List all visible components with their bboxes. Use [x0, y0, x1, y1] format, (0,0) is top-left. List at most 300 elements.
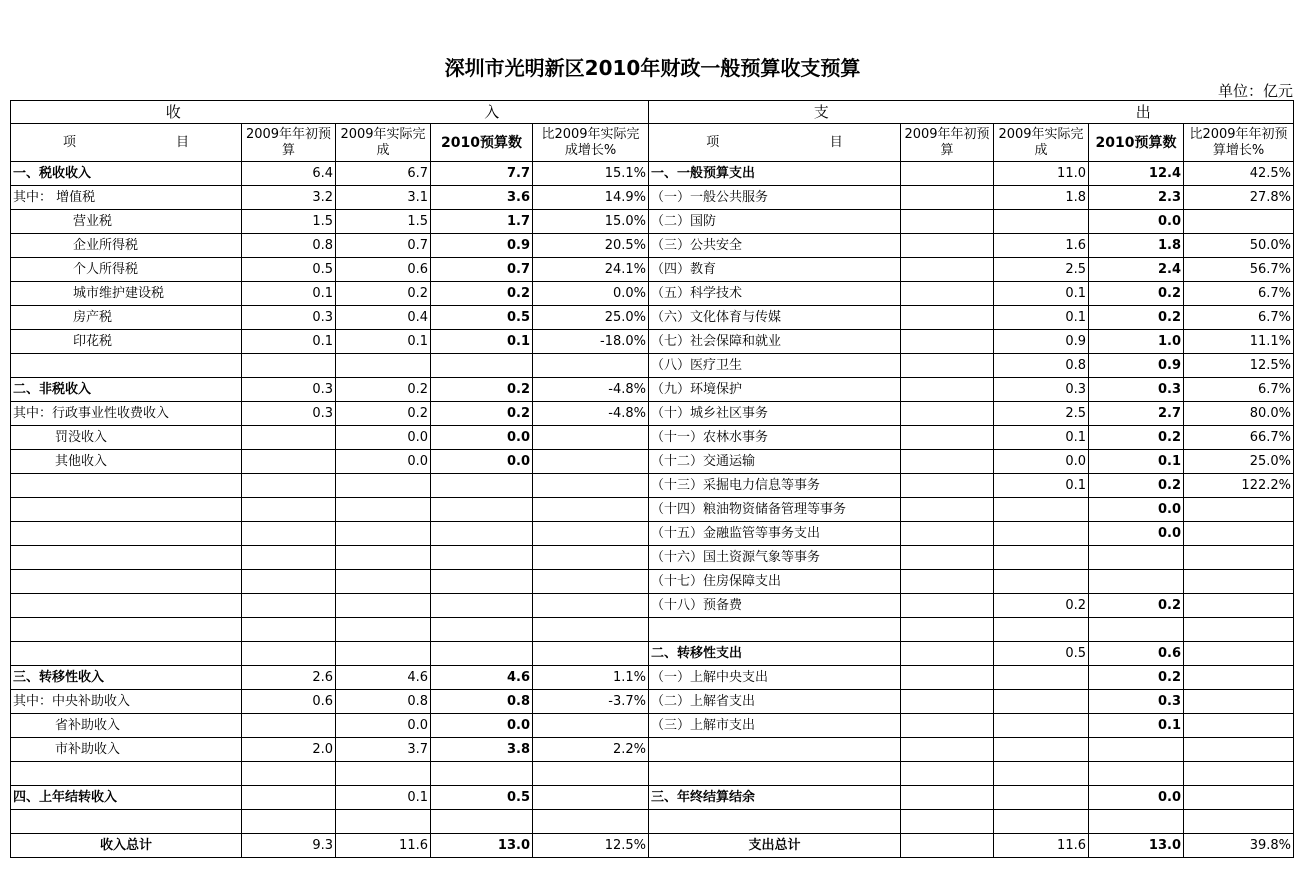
income-actual-cell — [336, 594, 431, 618]
expense-item-cell: （十八）预备费 — [649, 594, 901, 618]
header-item-1: 项 — [62, 134, 76, 150]
income-budget-cell: 7.7 — [431, 162, 533, 186]
income-budget-cell: 0.1 — [431, 330, 533, 354]
expense-budget-cell: 0.3 — [1089, 378, 1184, 402]
income-item-cell: 其他收入 — [11, 450, 242, 474]
income-actual-cell: 0.2 — [336, 282, 431, 306]
expense-growth-cell: 66.7% — [1184, 426, 1294, 450]
income-actual-cell — [336, 762, 431, 786]
income-budget-cell: 0.5 — [431, 786, 533, 810]
income-actual-cell: 3.1 — [336, 186, 431, 210]
income-growth-cell — [533, 594, 649, 618]
income-actual-cell: 0.6 — [336, 258, 431, 282]
income-actual-cell: 0.1 — [336, 330, 431, 354]
expense-budget-cell: 0.0 — [1089, 498, 1184, 522]
header-income-item — [11, 124, 242, 162]
income-budget-cell — [431, 474, 533, 498]
expense-init-cell — [901, 810, 994, 834]
table-row — [11, 522, 1294, 546]
expense-actual-cell — [994, 762, 1089, 786]
table-row — [11, 210, 1294, 234]
expense-growth-cell — [1184, 618, 1294, 642]
income-growth-cell: 15.1% — [533, 162, 649, 186]
income-item-cell — [11, 498, 242, 522]
expense-init-cell — [901, 594, 994, 618]
income-growth-cell — [533, 450, 649, 474]
income-growth-total: 12.5% — [533, 834, 649, 858]
expense-growth-cell: 56.7% — [1184, 258, 1294, 282]
table-row — [11, 786, 1294, 810]
expense-budget-cell: 0.2 — [1089, 282, 1184, 306]
income-budget-cell — [431, 546, 533, 570]
income-budget-cell — [431, 498, 533, 522]
expense-growth-cell — [1184, 666, 1294, 690]
expense-init-cell — [901, 378, 994, 402]
expense-init-cell — [901, 570, 994, 594]
income-actual-cell — [336, 474, 431, 498]
expense-actual-cell — [994, 498, 1089, 522]
expense-init-cell — [901, 498, 994, 522]
expense-actual-cell: 0.9 — [994, 330, 1089, 354]
income-growth-cell: 14.9% — [533, 186, 649, 210]
income-item-total: 收入总计 — [11, 834, 242, 858]
income-growth-cell: 25.0% — [533, 306, 649, 330]
header-item-1-expense: 项 — [706, 134, 720, 150]
expense-actual-cell: 0.2 — [994, 594, 1089, 618]
expense-growth-cell: 6.7% — [1184, 378, 1294, 402]
income-item-cell: 四、上年结转收入 — [11, 786, 242, 810]
expense-actual-cell: 0.1 — [994, 306, 1089, 330]
budget-table — [10, 100, 1294, 858]
expense-item-cell: （十二）交通运输 — [649, 450, 901, 474]
expense-budget-cell: 0.3 — [1089, 690, 1184, 714]
expense-budget-cell: 0.0 — [1089, 786, 1184, 810]
income-growth-cell — [533, 498, 649, 522]
income-actual-cell — [336, 618, 431, 642]
income-item-cell — [11, 594, 242, 618]
expense-actual-cell — [994, 210, 1089, 234]
expense-budget-cell: 1.8 — [1089, 234, 1184, 258]
expense-actual-cell — [994, 618, 1089, 642]
expense-item-cell: （七）社会保障和就业 — [649, 330, 901, 354]
header-income-budget: 2010预算数 — [431, 124, 533, 162]
income-growth-cell: -18.0% — [533, 330, 649, 354]
expense-init-cell — [901, 186, 994, 210]
income-actual-cell: 0.1 — [336, 786, 431, 810]
expense-growth-cell — [1184, 546, 1294, 570]
income-actual-cell: 0.0 — [336, 450, 431, 474]
table-row — [11, 666, 1294, 690]
expense-init-cell — [901, 402, 994, 426]
expense-actual-cell: 0.0 — [994, 450, 1089, 474]
expense-budget-cell: 0.0 — [1089, 522, 1184, 546]
expense-init-cell — [901, 642, 994, 666]
expense-growth-total: 39.8% — [1184, 834, 1294, 858]
income-budget-cell: 0.8 — [431, 690, 533, 714]
income-budget-cell: 0.2 — [431, 378, 533, 402]
income-budget-cell: 0.0 — [431, 426, 533, 450]
expense-actual-cell — [994, 546, 1089, 570]
expense-growth-cell — [1184, 210, 1294, 234]
expense-init-cell — [901, 738, 994, 762]
table-row — [11, 594, 1294, 618]
income-init-cell: 6.4 — [242, 162, 336, 186]
income-init-cell — [242, 618, 336, 642]
header-item-2-expense: 目 — [829, 134, 843, 150]
header-expense-init: 2009年年初预算 — [901, 124, 994, 162]
income-item-cell: 企业所得税 — [11, 234, 242, 258]
income-growth-cell — [533, 354, 649, 378]
expense-actual-cell — [994, 690, 1089, 714]
expense-growth-cell: 6.7% — [1184, 306, 1294, 330]
header-expense-item — [649, 124, 901, 162]
table-row — [11, 546, 1294, 570]
income-item-cell: 二、非税收入 — [11, 378, 242, 402]
expense-init-cell — [901, 786, 994, 810]
expense-init-cell — [901, 258, 994, 282]
income-init-cell — [242, 522, 336, 546]
table-row — [11, 162, 1294, 186]
expense-budget-cell: 12.4 — [1089, 162, 1184, 186]
expense-growth-cell — [1184, 690, 1294, 714]
expense-growth-cell — [1184, 762, 1294, 786]
header-row-2 — [11, 124, 1294, 162]
income-actual-cell: 6.7 — [336, 162, 431, 186]
expense-growth-cell: 80.0% — [1184, 402, 1294, 426]
income-init-cell — [242, 594, 336, 618]
income-item-cell — [11, 570, 242, 594]
income-item-cell — [11, 642, 242, 666]
expense-growth-cell — [1184, 522, 1294, 546]
expense-init-cell — [901, 330, 994, 354]
income-init-cell — [242, 426, 336, 450]
expense-init-cell — [901, 522, 994, 546]
expense-actual-cell — [994, 786, 1089, 810]
expense-actual-cell: 0.5 — [994, 642, 1089, 666]
expense-init-cell — [901, 474, 994, 498]
expense-growth-cell — [1184, 810, 1294, 834]
expense-actual-cell — [994, 810, 1089, 834]
income-actual-cell — [336, 546, 431, 570]
income-budget-cell — [431, 522, 533, 546]
expense-budget-cell — [1089, 546, 1184, 570]
income-init-cell: 0.3 — [242, 402, 336, 426]
expense-init-cell — [901, 162, 994, 186]
income-init-cell — [242, 498, 336, 522]
expense-actual-cell — [994, 738, 1089, 762]
expense-growth-cell: 11.1% — [1184, 330, 1294, 354]
income-budget-cell: 4.6 — [431, 666, 533, 690]
expense-init-cell — [901, 306, 994, 330]
income-growth-cell: 15.0% — [533, 210, 649, 234]
expense-budget-cell: 0.2 — [1089, 666, 1184, 690]
income-growth-cell — [533, 546, 649, 570]
income-actual-cell — [336, 498, 431, 522]
expense-budget-cell — [1089, 618, 1184, 642]
income-item-cell: 市补助收入 — [11, 738, 242, 762]
expense-init-cell — [901, 426, 994, 450]
income-init-cell — [242, 714, 336, 738]
expense-budget-cell — [1089, 762, 1184, 786]
expense-item-cell: （二）上解省支出 — [649, 690, 901, 714]
expense-budget-cell: 0.9 — [1089, 354, 1184, 378]
table-row — [11, 570, 1294, 594]
table-row — [11, 762, 1294, 786]
expense-item-cell: （二）国防 — [649, 210, 901, 234]
income-item-cell — [11, 354, 242, 378]
expense-init-cell — [901, 714, 994, 738]
table-row — [11, 714, 1294, 738]
expense-actual-cell: 0.8 — [994, 354, 1089, 378]
income-init-cell: 0.1 — [242, 330, 336, 354]
income-growth-cell — [533, 474, 649, 498]
table-row — [11, 282, 1294, 306]
expense-budget-cell: 0.6 — [1089, 642, 1184, 666]
expense-growth-cell: 12.5% — [1184, 354, 1294, 378]
expense-budget-cell: 0.1 — [1089, 450, 1184, 474]
income-item-cell — [11, 762, 242, 786]
expense-item-cell: （三）公共安全 — [649, 234, 901, 258]
expense-actual-cell: 0.1 — [994, 474, 1089, 498]
expense-growth-cell — [1184, 642, 1294, 666]
expense-item-cell: （十七）住房保障支出 — [649, 570, 901, 594]
income-init-cell — [242, 810, 336, 834]
expense-growth-cell — [1184, 498, 1294, 522]
expense-item-cell: 一、一般预算支出 — [649, 162, 901, 186]
expense-actual-cell — [994, 666, 1089, 690]
header-expense-budget: 2010预算数 — [1089, 124, 1184, 162]
income-budget-cell — [431, 570, 533, 594]
income-actual-cell: 0.0 — [336, 426, 431, 450]
income-budget-cell — [431, 354, 533, 378]
income-budget-cell: 0.2 — [431, 282, 533, 306]
expense-init-cell — [901, 690, 994, 714]
expense-budget-cell: 2.4 — [1089, 258, 1184, 282]
income-actual-cell: 0.2 — [336, 402, 431, 426]
income-actual-cell: 0.8 — [336, 690, 431, 714]
income-item-cell: 罚没收入 — [11, 426, 242, 450]
income-item-cell: 个人所得税 — [11, 258, 242, 282]
table-row — [11, 330, 1294, 354]
expense-item-cell: 三、年终结算结余 — [649, 786, 901, 810]
expense-item-cell: （五）科学技术 — [649, 282, 901, 306]
income-init-cell — [242, 786, 336, 810]
header-item-2: 目 — [175, 134, 189, 150]
expense-actual-cell: 2.5 — [994, 258, 1089, 282]
income-item-cell: 其中：中央补助收入 — [11, 690, 242, 714]
income-actual-cell: 0.7 — [336, 234, 431, 258]
income-budget-cell — [431, 642, 533, 666]
income-item-cell: 三、转移性收入 — [11, 666, 242, 690]
expense-budget-cell: 0.2 — [1089, 474, 1184, 498]
income-item-cell: 一、税收收入 — [11, 162, 242, 186]
unit-label: 单位：亿元 — [1217, 82, 1293, 100]
table-row — [11, 810, 1294, 834]
expense-growth-cell — [1184, 570, 1294, 594]
expense-item-cell: （四）教育 — [649, 258, 901, 282]
income-actual-cell — [336, 570, 431, 594]
expense-actual-cell: 1.8 — [994, 186, 1089, 210]
income-init-cell: 0.3 — [242, 378, 336, 402]
income-actual-cell — [336, 354, 431, 378]
expense-item-cell — [649, 618, 901, 642]
income-budget-cell: 3.6 — [431, 186, 533, 210]
expense-item-cell: （十四）粮油物资储备管理等事务 — [649, 498, 901, 522]
income-growth-cell: -3.7% — [533, 690, 649, 714]
expense-item-cell — [649, 810, 901, 834]
expense-budget-cell: 0.2 — [1089, 306, 1184, 330]
income-budget-cell: 3.8 — [431, 738, 533, 762]
expense-budget-cell: 0.2 — [1089, 426, 1184, 450]
expense-item-cell: （三）上解市支出 — [649, 714, 901, 738]
totals-row — [11, 834, 1294, 858]
income-actual-cell — [336, 642, 431, 666]
income-item-cell — [11, 810, 242, 834]
expense-item-cell: （十六）国土资源气象等事务 — [649, 546, 901, 570]
income-actual-cell: 1.5 — [336, 210, 431, 234]
expense-actual-cell — [994, 522, 1089, 546]
income-growth-cell — [533, 426, 649, 450]
income-budget-cell: 0.2 — [431, 402, 533, 426]
expense-budget-cell: 0.0 — [1089, 210, 1184, 234]
table-row — [11, 450, 1294, 474]
table-row — [11, 306, 1294, 330]
income-growth-cell — [533, 642, 649, 666]
income-growth-cell: -4.8% — [533, 378, 649, 402]
income-item-cell: 城市维护建设税 — [11, 282, 242, 306]
income-growth-cell — [533, 570, 649, 594]
income-item-cell — [11, 474, 242, 498]
expense-growth-cell — [1184, 786, 1294, 810]
income-growth-cell: 1.1% — [533, 666, 649, 690]
income-budget-cell: 1.7 — [431, 210, 533, 234]
income-item-cell — [11, 546, 242, 570]
expense-budget-cell: 0.1 — [1089, 714, 1184, 738]
expense-init-cell — [901, 450, 994, 474]
expense-item-cell: 二、转移性支出 — [649, 642, 901, 666]
expense-growth-cell — [1184, 594, 1294, 618]
expense-budget-cell: 2.7 — [1089, 402, 1184, 426]
income-init-cell — [242, 762, 336, 786]
expense-actual-cell: 0.3 — [994, 378, 1089, 402]
income-item-cell — [11, 618, 242, 642]
expense-actual-total: 11.6 — [994, 834, 1089, 858]
expense-actual-cell: 1.6 — [994, 234, 1089, 258]
income-init-total: 9.3 — [242, 834, 336, 858]
income-budget-cell — [431, 762, 533, 786]
table-row — [11, 378, 1294, 402]
income-actual-total: 11.6 — [336, 834, 431, 858]
income-budget-cell — [431, 618, 533, 642]
expense-actual-cell: 11.0 — [994, 162, 1089, 186]
income-item-cell — [11, 522, 242, 546]
expense-init-cell — [901, 234, 994, 258]
income-item-cell: 印花税 — [11, 330, 242, 354]
expense-actual-cell: 0.1 — [994, 426, 1089, 450]
expense-init-cell — [901, 354, 994, 378]
expense-item-cell: （九）环境保护 — [649, 378, 901, 402]
table-row — [11, 258, 1294, 282]
income-growth-cell — [533, 810, 649, 834]
income-init-cell: 2.6 — [242, 666, 336, 690]
income-budget-cell — [431, 594, 533, 618]
income-budget-cell: 0.5 — [431, 306, 533, 330]
expense-item-cell: （一）一般公共服务 — [649, 186, 901, 210]
income-actual-cell: 0.4 — [336, 306, 431, 330]
income-budget-cell — [431, 810, 533, 834]
income-item-cell: 其中：行政事业性收费收入 — [11, 402, 242, 426]
budget-table-body — [11, 101, 1294, 858]
income-growth-cell: 0.0% — [533, 282, 649, 306]
income-growth-cell — [533, 786, 649, 810]
header-income-actual: 2009年实际完成 — [336, 124, 431, 162]
income-growth-cell — [533, 618, 649, 642]
income-growth-cell: 2.2% — [533, 738, 649, 762]
expense-budget-cell — [1089, 810, 1184, 834]
income-budget-cell: 0.7 — [431, 258, 533, 282]
expense-budget-total: 13.0 — [1089, 834, 1184, 858]
income-actual-cell: 3.7 — [336, 738, 431, 762]
income-init-cell: 3.2 — [242, 186, 336, 210]
header-expense-2: 出 — [994, 101, 1294, 124]
table-row — [11, 474, 1294, 498]
income-actual-cell: 0.0 — [336, 714, 431, 738]
page-title: 深圳市光明新区2010年财政一般预算收支预算 — [444, 56, 861, 80]
income-init-cell — [242, 450, 336, 474]
expense-growth-cell: 122.2% — [1184, 474, 1294, 498]
income-budget-cell: 0.0 — [431, 450, 533, 474]
income-growth-cell: 24.1% — [533, 258, 649, 282]
expense-item-cell: （六）文化体育与传媒 — [649, 306, 901, 330]
income-growth-cell: 20.5% — [533, 234, 649, 258]
expense-init-cell — [901, 762, 994, 786]
table-row — [11, 618, 1294, 642]
expense-item-cell — [649, 738, 901, 762]
table-row — [11, 234, 1294, 258]
expense-budget-cell — [1089, 570, 1184, 594]
header-expense-1: 支 — [649, 101, 994, 124]
header-income-init: 2009年年初预算 — [242, 124, 336, 162]
expense-item-cell: （十一）农林水事务 — [649, 426, 901, 450]
income-init-cell: 0.3 — [242, 306, 336, 330]
expense-init-cell — [901, 618, 994, 642]
income-init-cell — [242, 354, 336, 378]
table-row — [11, 402, 1294, 426]
income-init-cell — [242, 570, 336, 594]
income-budget-total: 13.0 — [431, 834, 533, 858]
income-actual-cell: 0.2 — [336, 378, 431, 402]
income-growth-cell — [533, 762, 649, 786]
expense-init-cell — [901, 282, 994, 306]
income-growth-cell — [533, 522, 649, 546]
expense-actual-cell — [994, 714, 1089, 738]
income-actual-cell — [336, 810, 431, 834]
header-income-growth: 比2009年实际完成增长% — [533, 124, 649, 162]
expense-growth-cell: 27.8% — [1184, 186, 1294, 210]
income-item-cell: 房产税 — [11, 306, 242, 330]
income-growth-cell — [533, 714, 649, 738]
income-init-cell — [242, 474, 336, 498]
expense-item-cell: （十五）金融监管等事务支出 — [649, 522, 901, 546]
table-row — [11, 738, 1294, 762]
expense-budget-cell — [1089, 738, 1184, 762]
table-row — [11, 690, 1294, 714]
expense-actual-cell — [994, 570, 1089, 594]
income-init-cell — [242, 642, 336, 666]
header-row-1 — [11, 101, 1294, 124]
expense-growth-cell: 42.5% — [1184, 162, 1294, 186]
expense-growth-cell: 6.7% — [1184, 282, 1294, 306]
